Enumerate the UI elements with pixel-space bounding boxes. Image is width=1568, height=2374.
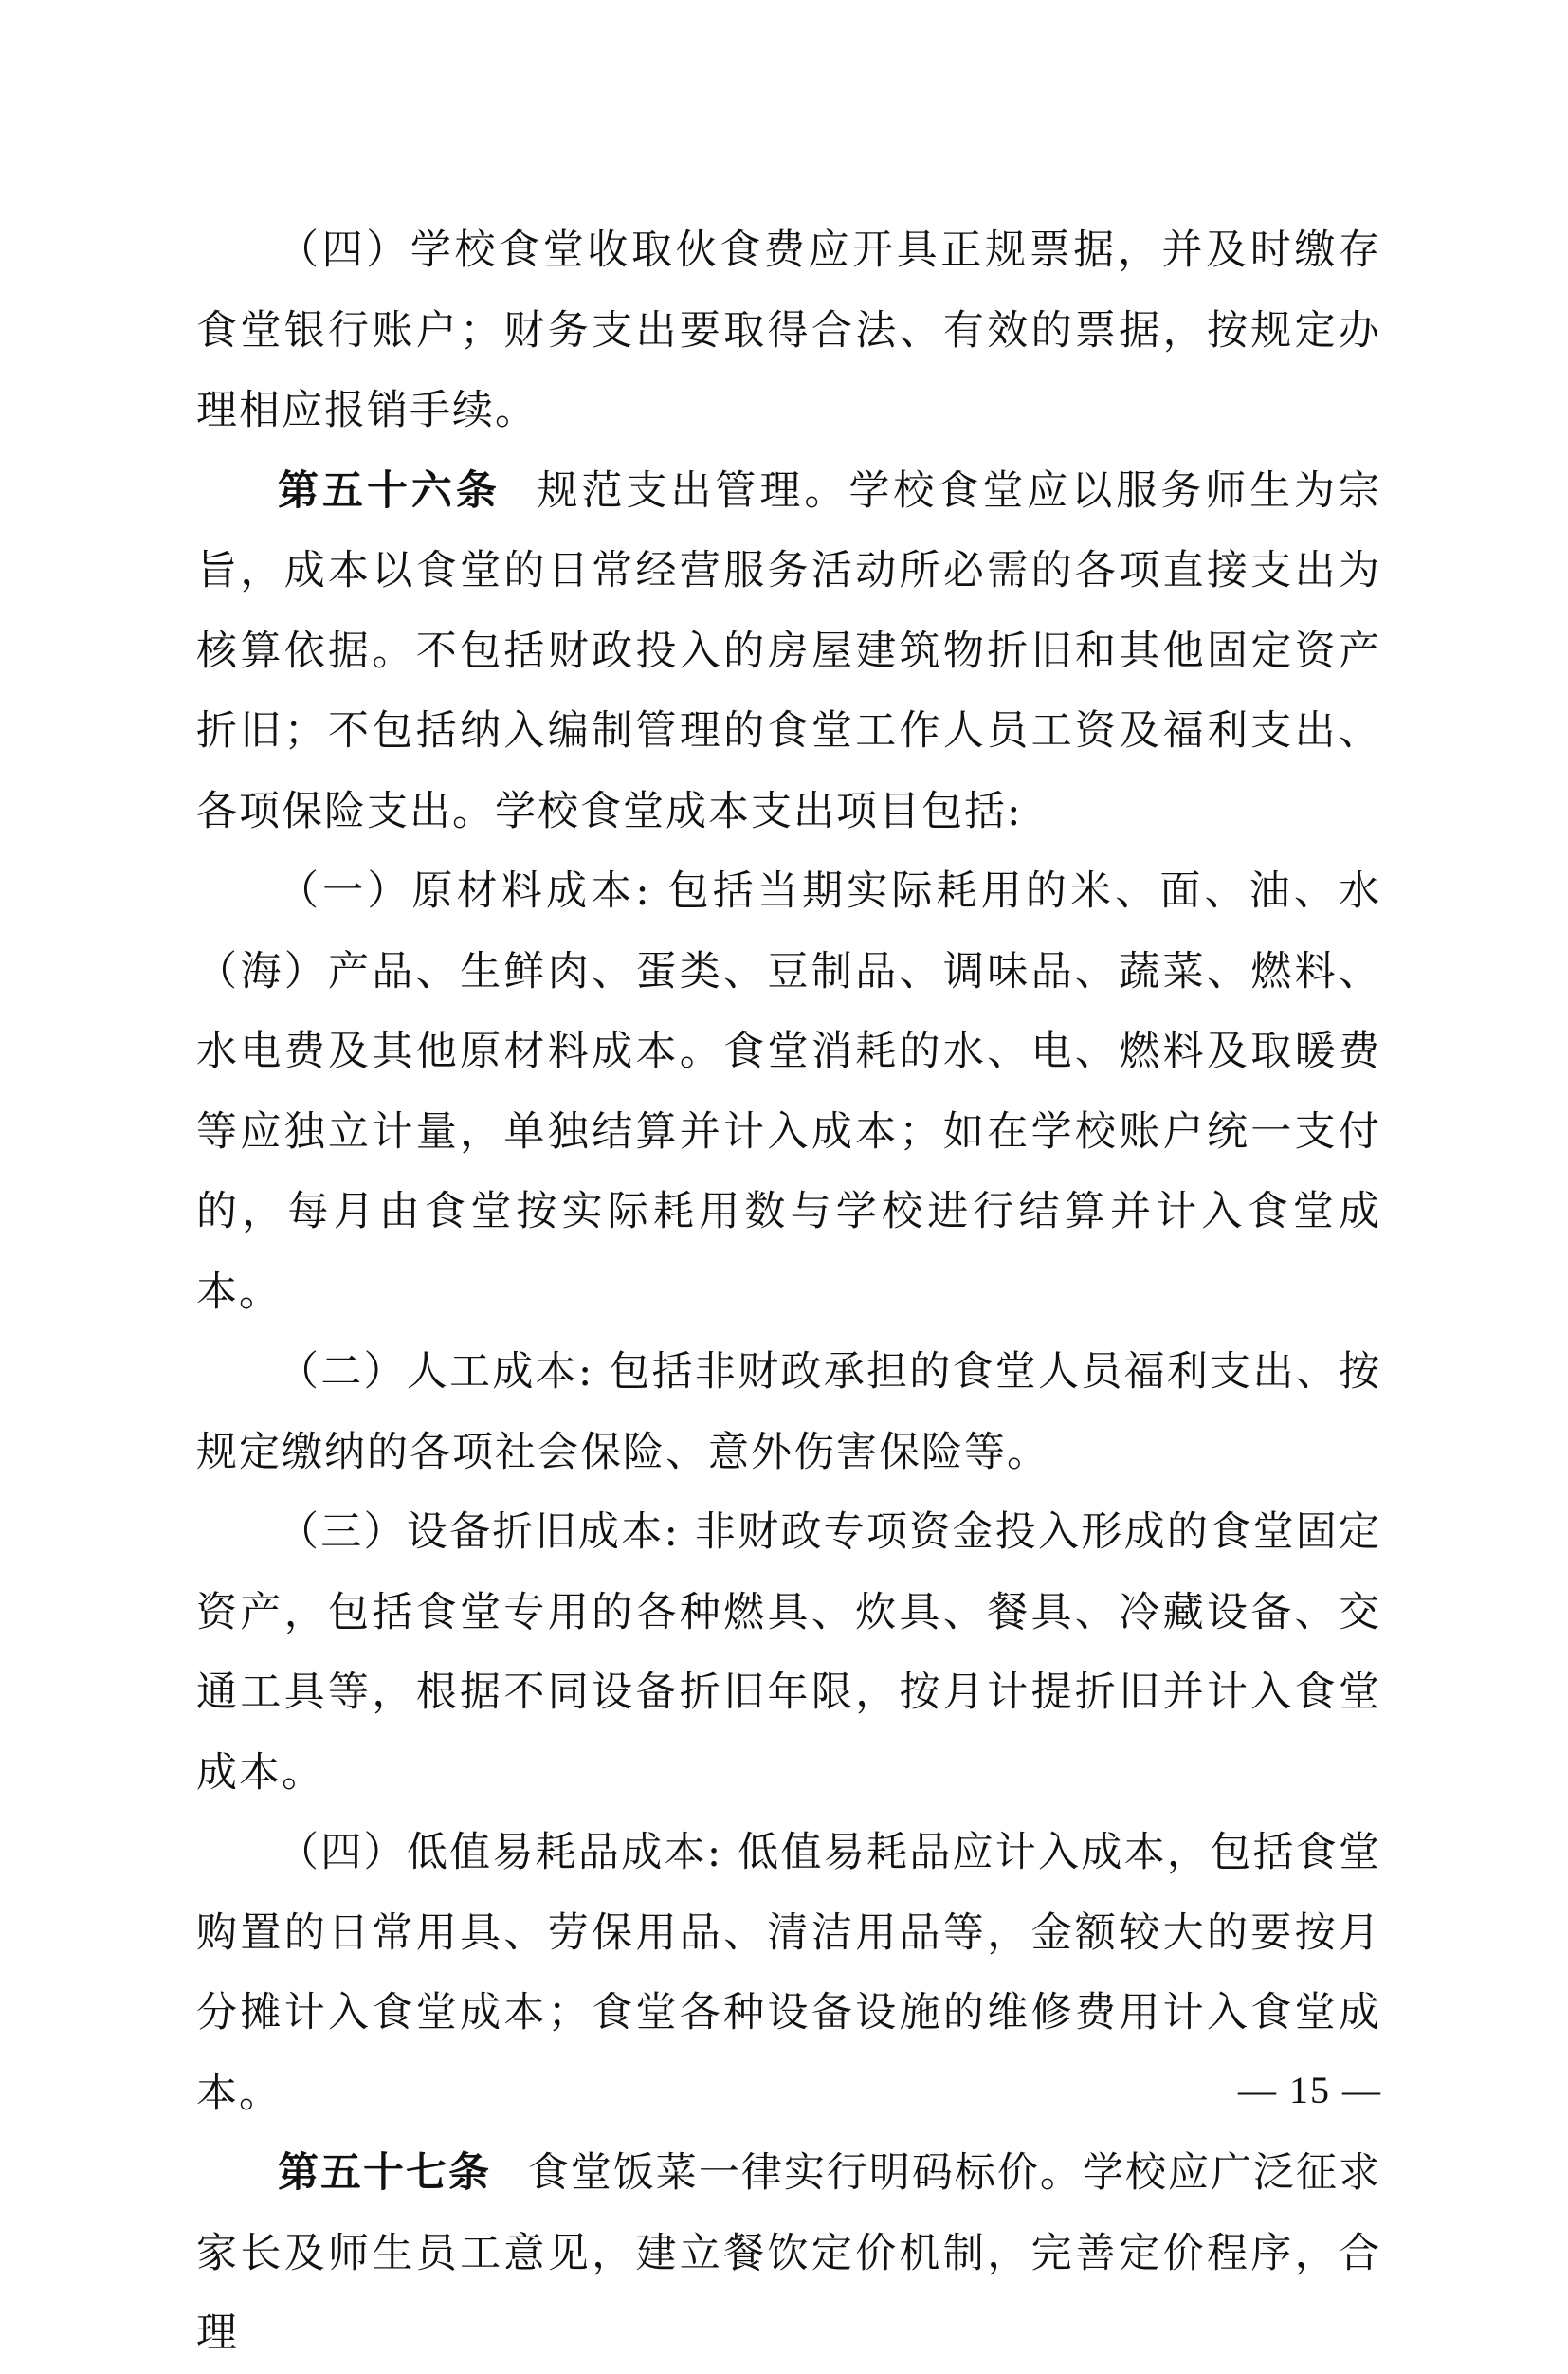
paragraph-item-1 [196, 851, 1381, 1332]
paragraph-article-57 [196, 2133, 1381, 2374]
paragraph-text: 食堂饭菜一律实行明码标价。学校应广泛征求家长及师生员工意见，建立餐饮定价机制，完善定价程序，合理 [196, 2149, 1382, 2357]
paragraph-text: （四）学校食堂收取伙食费应开具正规票据，并及时缴存食堂银行账户；财务支出要取得合法、有效的票据，按规定办理相应报销手续。 [196, 227, 1381, 434]
paragraph-text: （一）原材料成本: 包括当期实际耗用的米、面、油、水（海）产品、生鲜肉、蛋类、豆制品、调味品、蔬菜、燃料、水电费及其他原材料成本。食堂消耗的水、电、燃料及取暖费等应独立计量，单独结算并计入成本；如在学校账户统一支付的，每月由食堂按实际耗用数与学校进行结算并计入食堂成本。 [196, 867, 1381, 1316]
paragraph-text: （三）设备折旧成本: 非财政专项资金投入形成的食堂固定资产，包括食堂专用的各种燃具、炊具、餐具、冷藏设备、交通工具等，根据不同设备折旧年限，按月计提折旧并计入食堂成本。 [196, 1508, 1381, 1797]
article-number: 第五十七条 [278, 2149, 492, 2197]
paragraph-item-4 [196, 1813, 1381, 2133]
paragraph-text: （二）人工成本: 包括非财政承担的食堂人员福利支出、按规定缴纳的各项社会保险、意外伤害保险等。 [196, 1348, 1381, 1476]
page-number: — 15 — [1238, 2069, 1382, 2111]
article-number: 第五十六条 [278, 466, 501, 515]
paragraph-article-56 [196, 451, 1381, 852]
paragraph-item-3 [196, 1492, 1381, 1813]
document-body [196, 210, 1381, 2374]
paragraph-text: （四）低值易耗品成本: 低值易耗品应计入成本，包括食堂购置的日常用具、劳保用品、清洁用品等，金额较大的要按月分摊计入食堂成本；食堂各种设备设施的维修费用计入食堂成本。 [196, 1829, 1381, 2117]
paragraph-text: 规范支出管理。学校食堂应以服务师生为宗旨，成本以食堂的日常经营服务活动所必需的各项直接支出为核算依据。不包括财政投入的房屋建筑物折旧和其他固定资产折旧；不包括纳入编制管理的食堂工作人员工资及福利支出、各项保险支出。学校食堂成本支出项目包括: [196, 466, 1382, 835]
paragraph-item-2 [196, 1332, 1381, 1492]
paragraph-1 [196, 210, 1381, 451]
